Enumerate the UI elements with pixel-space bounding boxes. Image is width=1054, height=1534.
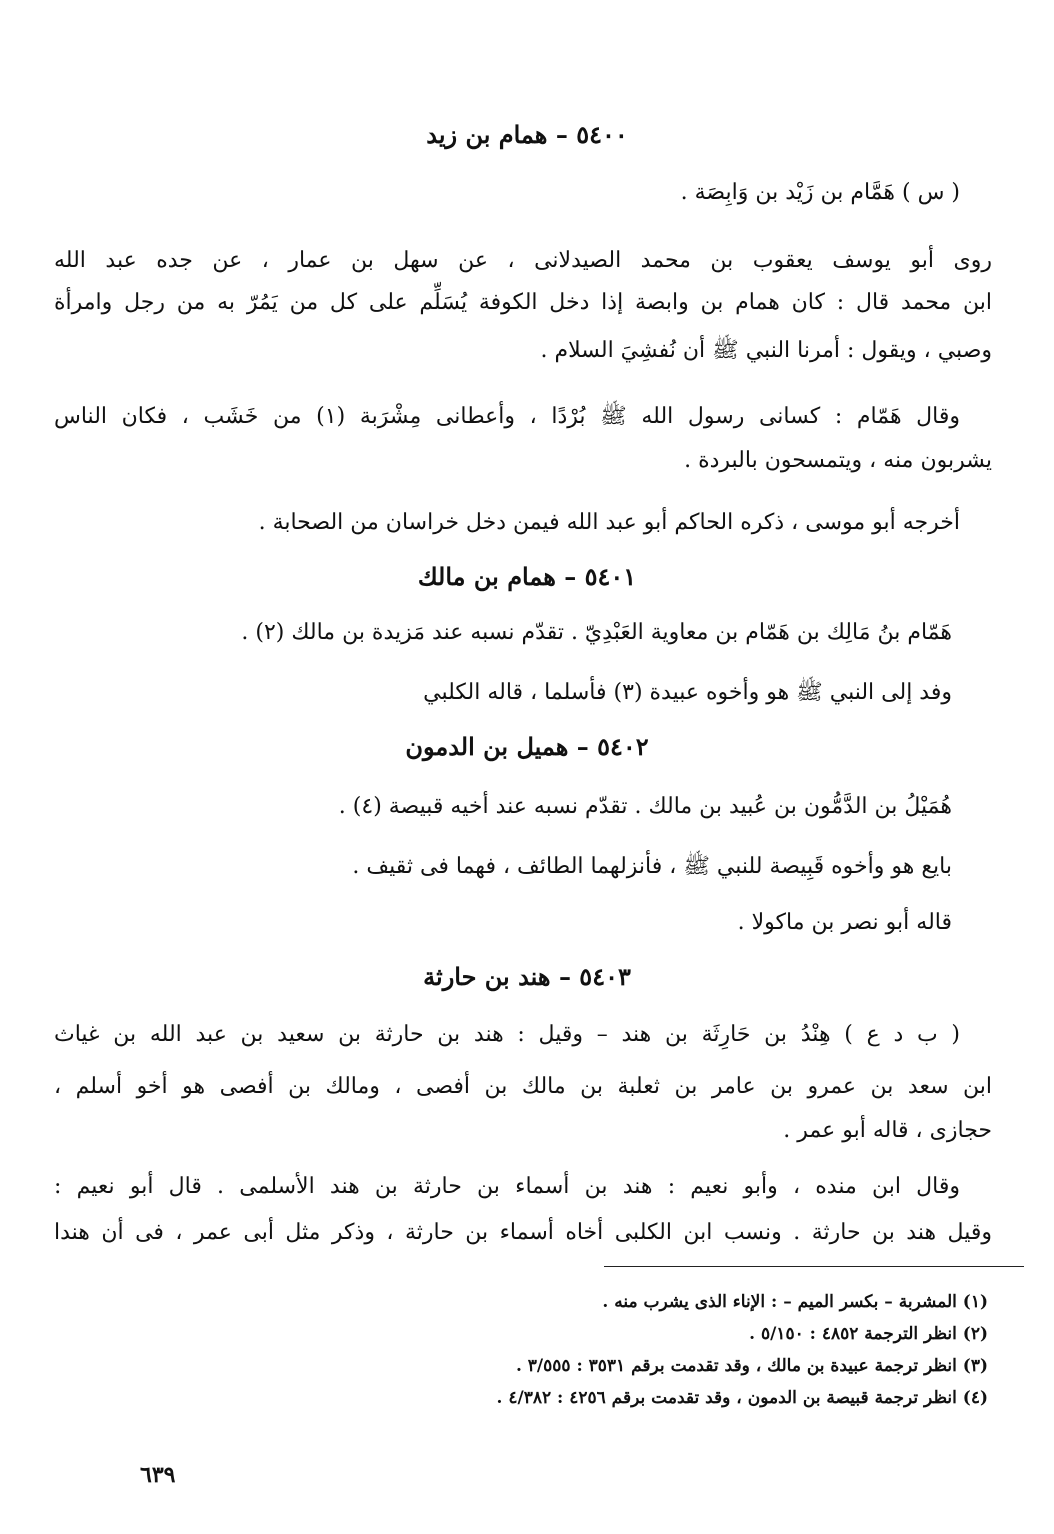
entry-heading: ٥٤٠٣ – هند بن حارثة <box>423 962 631 991</box>
entry-heading: ٥٤٠٠ – همام بن زيد <box>426 120 628 149</box>
entry-line: روى أبو يوسف يعقوب بن محمد الصيدلانى ، عن سهل بن عمار ، عن جده عبد الله <box>54 248 992 273</box>
entry-heading: ٥٤٠٢ – هميل بن الدمون <box>405 732 649 761</box>
entry-line: يشربون منه ، ويتمسحون بالبردة . <box>684 448 992 473</box>
entry-line: ( ب د ع ) هِنْدُ بن حَارِثَة بن هند – وقيل : هند بن حارثة بن سعيد بن عبد الله بن غياث <box>54 1022 960 1047</box>
entry-line: بايع هو وأخوه قَبِيصة للنبي ﷺ ، فأنزلهما الطائف ، فهما فى ثقيف . <box>352 854 952 879</box>
entry-line: وقيل هند بن حارثة . ونسب ابن الكلبى أخاه أسماء بن حارثة ، وذكر مثل أبى عمر ، فى أن هندا <box>54 1220 992 1245</box>
footnote: (٤) انظر ترجمة قبيصة بن الدمون ، وقد تقدمت برقم ٤٢٥٦ : ٤/٣٨٢ . <box>496 1388 988 1408</box>
entry-line: هُمَيْلُ بن الدَّمُّون بن عُبيد بن مالك . تقدّم نسبه عند أخيه قبيصة (٤) . <box>338 794 952 819</box>
entry-line: وصبي ، ويقول : أمرنا النبي ﷺ أن نُفشِيَ السلام . <box>540 338 992 363</box>
entry-line: ( س ) هَمَّام بن زَيْد بن وَابِصَة . <box>680 180 960 205</box>
entry-line: هَمّام بنُ مَالِك بن هَمّام بن معاوية العَبْدِيّ . تقدّم نسبه عند مَزيدة بن مالك (٢) . <box>241 620 952 645</box>
footnote: (٣) انظر ترجمة عبيدة بن مالك ، وقد تقدمت برقم ٣٥٣١ : ٣/٥٥٥ . <box>515 1356 988 1376</box>
entry-line: ابن محمد قال : كان همام بن وابصة إذا دخل الكوفة يُسَلِّم على كل من يَمُرّ به من رجل وامرأة <box>54 290 992 315</box>
entry-line: وفد إلى النبي ﷺ هو وأخوه عبيدة (٣) فأسلما ، قاله الكلبي <box>423 680 952 705</box>
footnote: (١) المشربة – بكسر الميم – : الإناء الذى يشرب منه . <box>602 1292 988 1312</box>
entry-line: أخرجه أبو موسى ، ذكره الحاكم أبو عبد الله فيمن دخل خراسان من الصحابة . <box>258 510 960 535</box>
entry-line: حجازى ، قاله أبو عمر . <box>783 1118 992 1143</box>
entry-line: ابن سعد بن عمرو بن عامر بن ثعلبة بن مالك بن أفصى ، ومالك بن أفصى هو أخو أسلم ، <box>54 1074 992 1099</box>
page-number: ٦٣٩ <box>140 1462 176 1488</box>
footnote: (٢) انظر الترجمة ٤٨٥٢ : ٥/١٥٠ . <box>749 1324 988 1344</box>
footnote-divider <box>604 1266 1024 1267</box>
entry-line: وقال هَمّام : كسانى رسول الله ﷺ بُرْدًا ، وأعطانى مِشْرَبة (١) من خَشَب ، فكان الناس <box>54 404 961 429</box>
entry-line: وقال ابن منده ، وأبو نعيم : هند بن أسماء بن حارثة بن هند الأسلمى . قال أبو نعيم : <box>54 1174 960 1199</box>
entry-heading: ٥٤٠١ – همام بن مالك <box>417 562 637 591</box>
entry-line: قاله أبو نصر بن ماكولا . <box>737 910 952 935</box>
